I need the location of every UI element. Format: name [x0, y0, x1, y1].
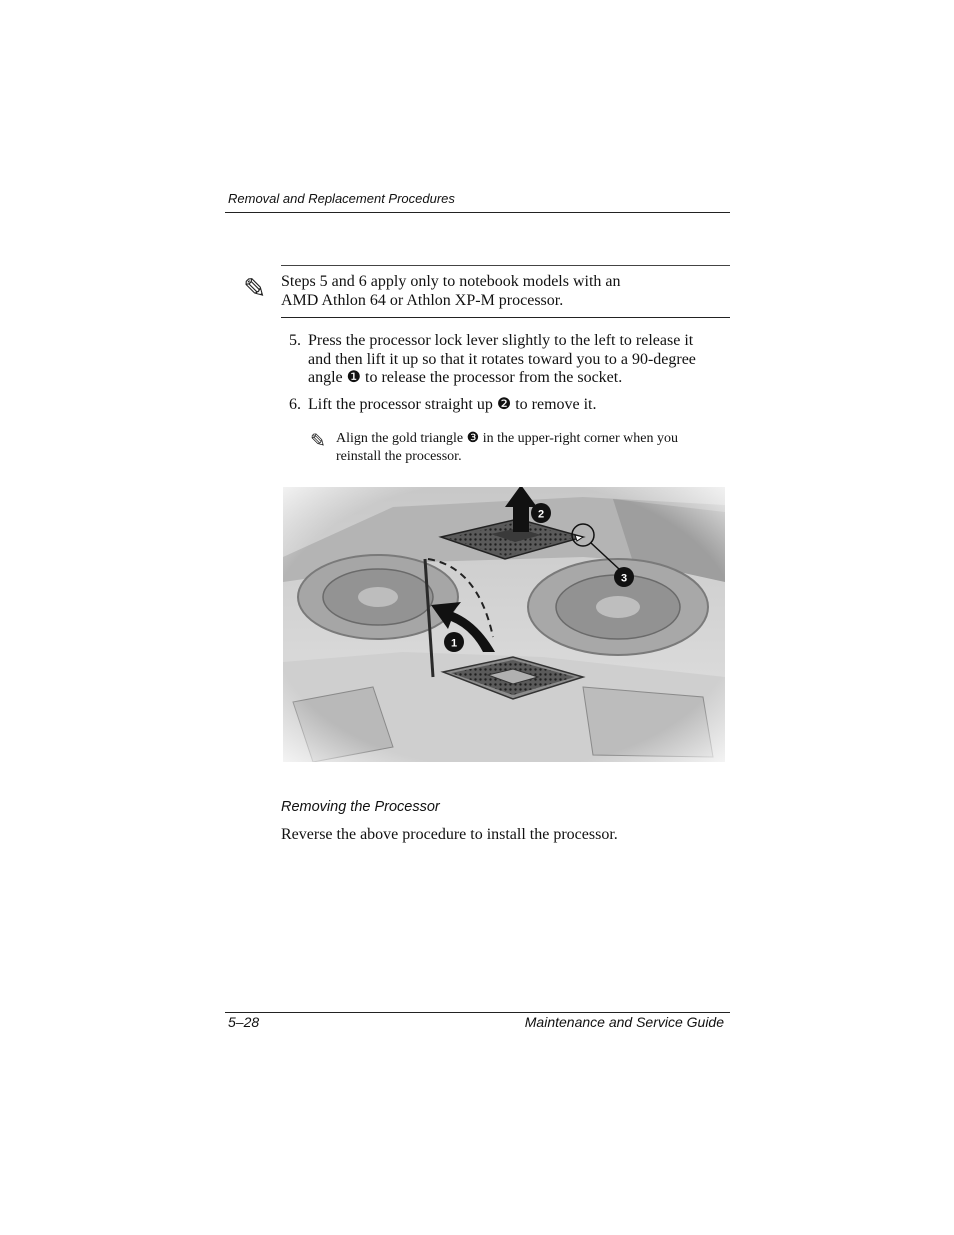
note-text [281, 272, 721, 310]
running-header: Removal and Replacement Procedures [228, 191, 455, 206]
header-rule [225, 212, 730, 213]
tip-line: reinstall the processor. [336, 448, 462, 464]
step-line: Lift the processor straight up ❷ to remove it. [308, 396, 597, 413]
note-bottom-rule [281, 317, 730, 318]
footer-rule [225, 1012, 730, 1013]
guide-title: Maintenance and Service Guide [524, 1014, 724, 1030]
figure-caption: Removing the Processor [281, 799, 440, 815]
step-line: Press the processor lock lever slightly to the left to release it [308, 332, 694, 349]
note-line: AMD Athlon 64 or Athlon XP-M processor. [281, 292, 564, 309]
step-6 [289, 396, 734, 416]
pencil-note-icon: ✎ [243, 274, 267, 305]
processor-removal-figure [283, 487, 725, 762]
step-line: angle ❶ to release the processor from the socket. [308, 369, 623, 386]
note-line: Steps 5 and 6 apply only to notebook models with an [281, 273, 621, 290]
tip-line: Align the gold triangle ❸ in the upper-right corner when you [336, 431, 678, 446]
step-line: and then lift it up so that it rotates toward you to a 90-degree [308, 350, 696, 368]
tip-text [336, 430, 726, 465]
step-5 [289, 332, 734, 392]
step-number: 6. [289, 396, 301, 413]
page-number: 5–28 [228, 1014, 260, 1030]
step-number: 5. [289, 332, 301, 349]
closing-paragraph: Reverse the above procedure to install the processor. [281, 826, 618, 843]
pencil-note-icon: ✎ [310, 431, 326, 452]
note-top-rule [281, 265, 730, 266]
